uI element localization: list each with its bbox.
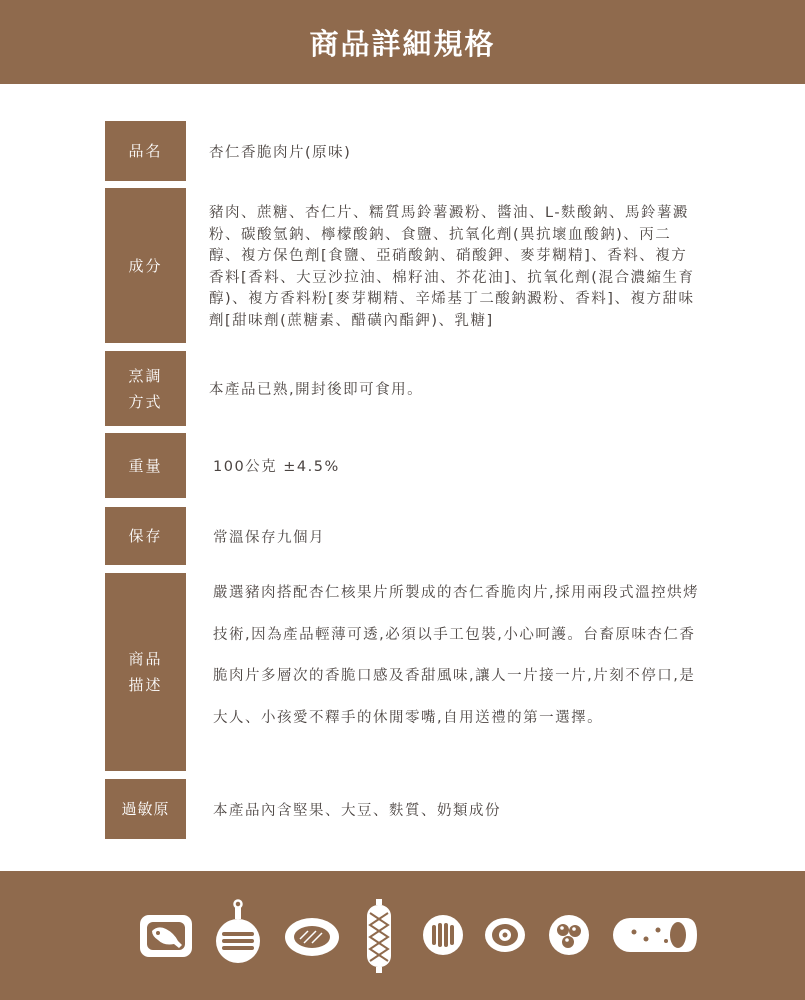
- bacon-board-icon: [214, 899, 262, 963]
- spec-value-name: 杏仁香脆肉片(原味): [209, 144, 352, 161]
- spec-label-storage: 保存: [105, 507, 186, 565]
- spec-value-storage: 常溫保存九個月: [213, 529, 325, 546]
- roast-meat-tray-icon: [138, 911, 194, 961]
- spec-value-cooking: 本產品已熟,開封後即可食用。: [209, 382, 424, 398]
- spec-label-description-line2: 描述: [128, 676, 163, 694]
- spec-label-description: [105, 573, 186, 771]
- footer-band: [0, 871, 805, 1000]
- spec-row-allergen: [105, 779, 705, 839]
- page-header: [0, 0, 805, 84]
- spec-label-cooking-line1: 烹調: [128, 366, 163, 385]
- spec-row-name: [105, 121, 705, 181]
- spec-label-name: 品名: [105, 121, 186, 181]
- spec-label-allergen: 過敏原: [105, 779, 186, 839]
- spec-row-description: [105, 573, 705, 771]
- spec-row-cooking: [105, 351, 705, 426]
- spec-value-weight: 100公克 ±4.5%: [213, 459, 340, 475]
- salami-icon: [364, 899, 394, 975]
- meatballs-icon: [548, 914, 590, 956]
- spec-label-cooking-line2: 方式: [128, 392, 163, 411]
- steak-plate-icon: [284, 917, 340, 957]
- spec-label-ingredients: 成分: [105, 188, 186, 343]
- meat-slice-dish-icon: [484, 917, 526, 953]
- sausage-slice-icon: [612, 917, 698, 953]
- page-title: 商品詳細規格: [309, 26, 496, 61]
- spec-value-description: 嚴選豬肉搭配杏仁核果片所製成的杏仁香脆肉片,採用兩段式溫控烘烤技術,因為產品輕薄可透,必須以手工包裝,小心呵護。台畜原味杏仁香脆肉片多層次的香脆口感及香甜風味,讓人一片接一片,片刻不停口,是大人、小孩愛不釋手的休閒零嘴,自用送禮的第一選擇。: [213, 585, 700, 726]
- spec-label-weight: 重量: [105, 433, 186, 498]
- spec-row-ingredients: [105, 188, 705, 343]
- sausage-links-icon: [422, 914, 464, 956]
- spec-row-storage: [105, 507, 705, 565]
- spec-row-weight: [105, 433, 705, 498]
- spec-value-ingredients: 豬肉、蔗糖、杏仁片、糯質馬鈴薯澱粉、醬油、L-麩酸鈉、馬鈴薯澱粉、碳酸氫鈉、檸檬酸鈉、食鹽、抗氧化劑(異抗壞血酸鈉)、丙二醇、複方保色劑[食鹽、亞硝酸鈉、硝酸鉀、麥芽糊精]、香料、複方香料[香料、大豆沙拉油、棉籽油、芥花油]、抗氧化劑(混合濃縮生育醇)、複方香料粉[麥芽糊精、辛烯基丁二酸鈉澱粉、香料]、複方甜味劑[甜味劑(蔗糖素、醋磺內酯鉀)、乳糖]: [209, 205, 695, 329]
- spec-value-allergen: 本產品內含堅果、大豆、麩質、奶類成份: [213, 802, 501, 819]
- spec-label-cooking: [105, 351, 186, 426]
- spec-label-description-line1: 商品: [128, 650, 163, 668]
